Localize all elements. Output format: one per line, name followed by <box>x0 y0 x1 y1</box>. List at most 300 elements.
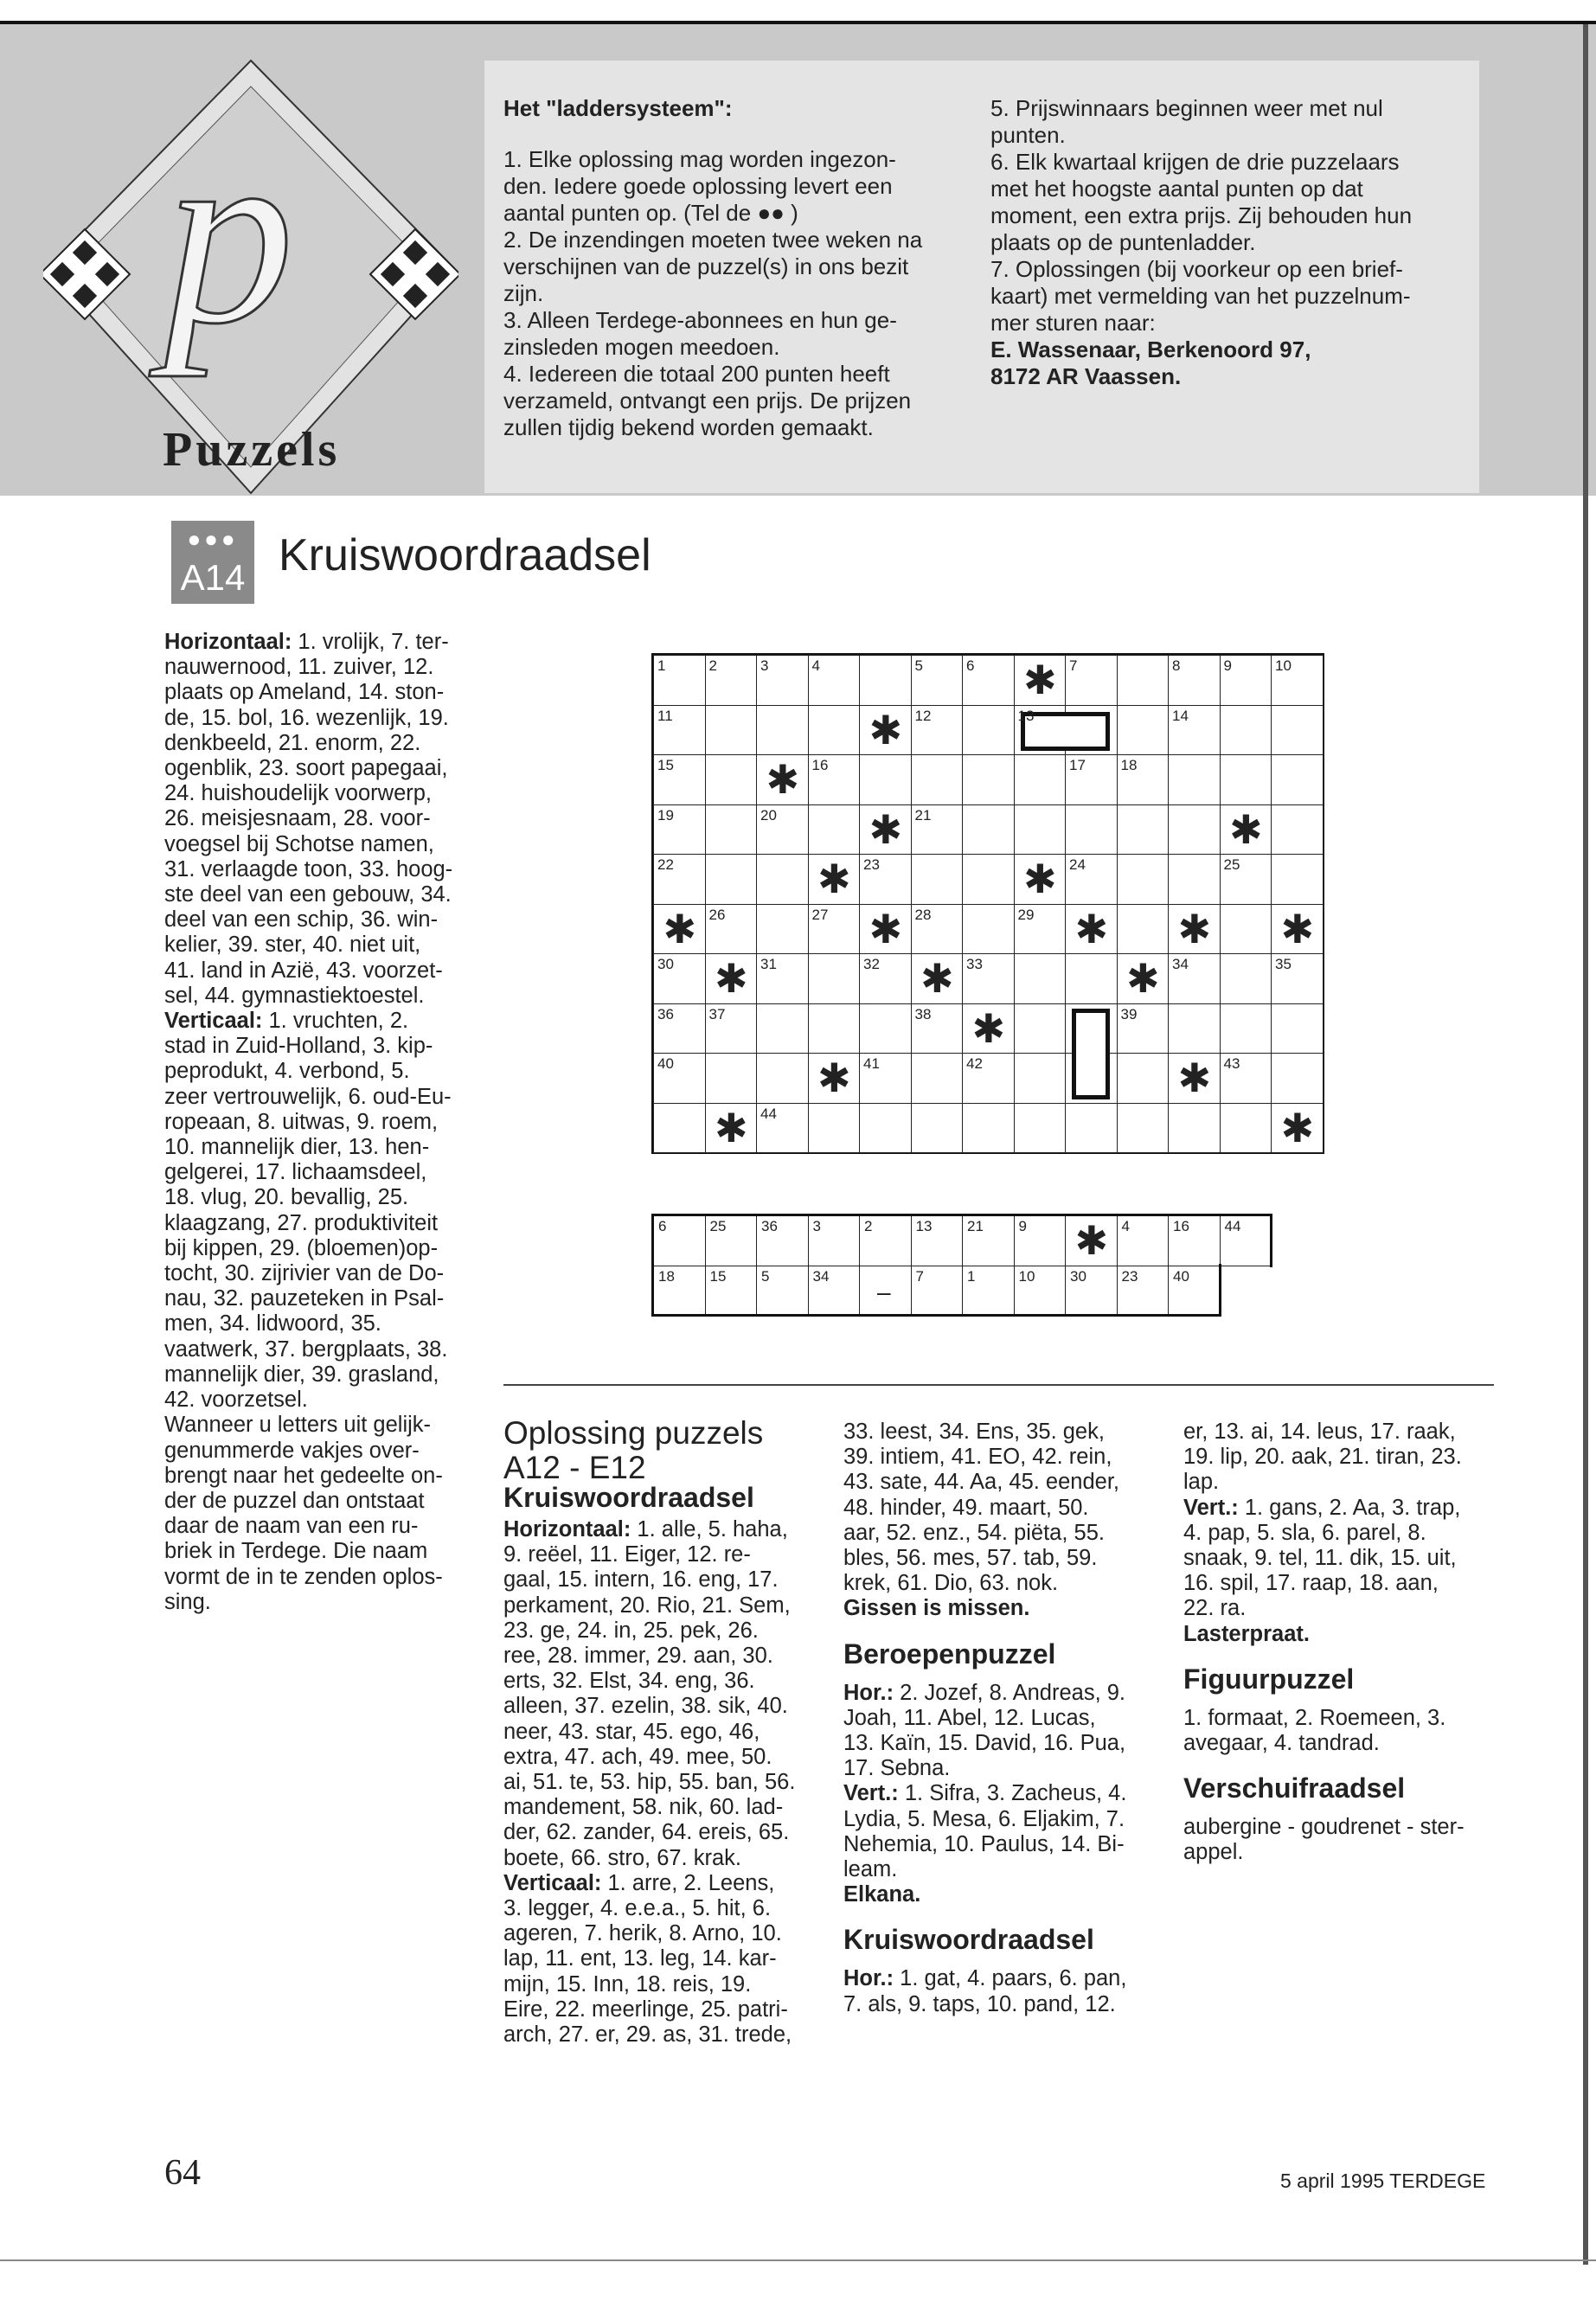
grid-cell[interactable] <box>1220 804 1272 856</box>
solution-line: Eire, 22. meerlinge, 25. patri- <box>503 1997 788 2022</box>
answer-number: 34 <box>812 1267 830 1285</box>
grid-cell[interactable] <box>1271 705 1324 756</box>
rules-line: aantal punten op. (Tel de ●● ) <box>503 200 798 226</box>
grid-cell[interactable] <box>756 1053 809 1104</box>
answer-number: 2 <box>864 1218 873 1234</box>
grid-cell[interactable] <box>1220 754 1272 805</box>
solution-answer-2: Elkana. <box>843 1882 921 1907</box>
clue-number: 40 <box>657 1055 674 1072</box>
clue-number: 29 <box>1017 906 1035 923</box>
clue-line: kelier, 39. ster, 40. niet uit, <box>164 933 421 958</box>
grid-cell[interactable] <box>1117 904 1170 955</box>
grid-cell[interactable] <box>705 854 758 905</box>
grid-cell[interactable] <box>1117 804 1170 856</box>
clue-line: 1. vrolijk, 7. ter- <box>292 630 449 654</box>
grid-cell[interactable] <box>911 1053 964 1104</box>
grid-cell[interactable] <box>808 1103 861 1154</box>
grid-cell[interactable] <box>911 754 964 805</box>
grid-cell[interactable] <box>911 1103 964 1154</box>
grid-cell[interactable] <box>756 705 809 756</box>
grid-cell[interactable] <box>859 754 912 805</box>
grid-cell[interactable] <box>808 953 861 1004</box>
rules-line: 7. Oplossingen (bij voorkeur op een brief- <box>990 256 1403 282</box>
grid-cell[interactable] <box>705 804 758 856</box>
note-line: daar de naam van een ru- <box>164 1514 419 1539</box>
answer-cell[interactable] <box>653 1215 706 1266</box>
difficulty-dots: ●●● <box>187 526 239 552</box>
solution-line: 48. hinder, 49. maart, 50. <box>843 1495 1089 1520</box>
clue-number: 22 <box>657 856 674 873</box>
grid-cell[interactable] <box>1168 1053 1221 1104</box>
logo-word: Puzzels <box>163 423 341 477</box>
solutions-column-1 <box>503 1481 806 2048</box>
clue-line: bij kippen, 29. (bloemen)op- <box>164 1235 439 1260</box>
solution-line: avegaar, 4. tandrad. <box>1183 1731 1380 1756</box>
black-square-star-icon: ✱ <box>817 856 851 902</box>
grid-cell[interactable] <box>859 655 912 706</box>
grid-cell[interactable] <box>808 1053 861 1104</box>
solution-hor-label: Horizontaal: <box>503 1517 631 1541</box>
solutions-heading <box>503 1416 763 1485</box>
rules-list-2 <box>990 95 1475 336</box>
clue-line: 31. verlaagde toon, 33. hoog- <box>164 856 453 881</box>
grid-cell[interactable] <box>962 705 1015 756</box>
answer-number: 16 <box>1173 1218 1189 1234</box>
grid-cell[interactable] <box>962 804 1015 856</box>
solution-line: boete, 66. stro, 67. krak. <box>503 1845 741 1870</box>
clue-number: 28 <box>914 906 932 923</box>
grid-cell[interactable] <box>1014 804 1067 856</box>
solution-line: 1. gat, 4. paars, 6. pan, <box>894 1966 1127 1991</box>
clue-number: 14 <box>1172 707 1189 724</box>
answer-cell[interactable] <box>1014 1266 1067 1317</box>
black-square-star-icon: ✱ <box>714 955 748 1002</box>
grid-cell[interactable] <box>1271 754 1324 805</box>
grid-cell[interactable] <box>1014 754 1067 805</box>
grid-cell[interactable] <box>653 904 706 955</box>
note-line: Wanneer u letters uit gelijk- <box>164 1413 432 1438</box>
solution-line: ageren, 7. herik, 8. Arno, 10. <box>503 1921 782 1946</box>
grid-cell[interactable] <box>911 953 964 1004</box>
grid-cell[interactable] <box>1220 705 1272 756</box>
rules-line: 4. Iedereen die totaal 200 punten heeft <box>503 361 890 387</box>
clue-number: 9 <box>1223 657 1232 674</box>
grid-cell[interactable] <box>705 953 758 1004</box>
answer-number: 1 <box>967 1267 976 1285</box>
solution-line: appel. <box>1183 1840 1244 1865</box>
grid-cell[interactable] <box>756 854 809 905</box>
horizontal-label: Horizontaal: <box>164 630 292 654</box>
clue-number: 33 <box>966 956 983 972</box>
clue-line: tocht, 30. zijrivier van de Do- <box>164 1261 445 1286</box>
rules-line: 2. De inzendingen moeten twee weken na <box>503 227 923 253</box>
grid-cell[interactable] <box>1014 1003 1067 1054</box>
grid-cell[interactable] <box>1271 1053 1324 1104</box>
clue-number: 4 <box>811 657 820 674</box>
black-square-star-icon: ✱ <box>1125 955 1160 1002</box>
grid-cell[interactable] <box>1168 1103 1221 1154</box>
puzzle-code: A14 <box>180 557 246 598</box>
grid-cell[interactable] <box>859 705 912 756</box>
solution-line: Lydia, 5. Mesa, 6. Eljakim, 7. <box>843 1806 1125 1831</box>
answer-number: 21 <box>967 1218 984 1234</box>
solution-line: 4. pap, 5. sla, 6. parel, 8. <box>1183 1520 1426 1545</box>
clue-line: 18. vlug, 20. bevallig, 25. <box>164 1185 409 1210</box>
grid-cell[interactable] <box>808 1003 861 1054</box>
grid-cell[interactable] <box>962 904 1015 955</box>
grid-cell[interactable] <box>1271 804 1324 856</box>
solution-line: Nehemia, 10. Paulus, 14. Bi- <box>843 1831 1125 1856</box>
section-title-beroepen: Beroepenpuzzel <box>843 1638 1056 1670</box>
answer-number: 7 <box>915 1267 924 1285</box>
rules-line: 5. Prijswinnaars beginnen weer met nul <box>990 95 1383 121</box>
clue-number: 39 <box>1120 1005 1138 1022</box>
solution-line: mijn, 15. Inn, 18. reis, 19. <box>503 1971 752 1997</box>
grid-cell[interactable] <box>705 1053 758 1104</box>
address-line-1: E. Wassenaar, Berkenoord 97, <box>990 336 1311 362</box>
clue-line: vaatwerk, 37. bergplaats, 38. <box>164 1336 448 1362</box>
grid-cell[interactable] <box>911 854 964 905</box>
clue-line: 26. meisjesnaam, 28. voor- <box>164 806 431 831</box>
rules-line: 6. Elk kwartaal krijgen de drie puzzelaars <box>990 149 1400 175</box>
clue-number: 34 <box>1172 956 1189 972</box>
answer-cell[interactable] <box>1117 1215 1170 1266</box>
answer-cell[interactable] <box>859 1215 912 1266</box>
answer-cell[interactable] <box>1065 1266 1118 1317</box>
grid-cell[interactable] <box>756 1003 809 1054</box>
answer-number: 13 <box>915 1218 933 1234</box>
grid-cell[interactable] <box>1117 1103 1170 1154</box>
answer-number: 9 <box>1018 1218 1027 1234</box>
grid-cell[interactable] <box>1220 953 1272 1004</box>
rules-line: zullen tijdig bekend worden gemaakt. <box>503 414 874 440</box>
clue-line: mannelijk dier, 39. grasland, <box>164 1362 439 1387</box>
clue-number: 11 <box>657 707 673 724</box>
grid-cell[interactable] <box>1117 705 1170 756</box>
black-square-star-icon: ✱ <box>1280 1104 1315 1151</box>
grid-cell[interactable] <box>859 1103 912 1154</box>
rules-line: verschijnen van de puzzel(s) in ons bezit <box>503 253 909 279</box>
solution-line: 1. arre, 2. Leens, <box>601 1870 775 1895</box>
grid-cell[interactable] <box>859 1003 912 1054</box>
solution-line: 16. spil, 17. raap, 18. aan, <box>1183 1571 1439 1596</box>
clue-number: 27 <box>811 906 829 923</box>
clue-number: 42 <box>966 1055 983 1072</box>
clue-number: 12 <box>914 707 932 724</box>
difficulty-badge <box>171 521 254 604</box>
black-square-star-icon: ✱ <box>817 1054 851 1101</box>
rules-line: met het hoogste aantal punten op dat <box>990 176 1363 202</box>
solution-line: 39. intiem, 41. EO, 42. rein, <box>843 1445 1112 1470</box>
solution-line: 22. ra. <box>1183 1596 1247 1621</box>
solution-line: ai, 51. te, 53. hip, 55. ban, 56. <box>503 1770 796 1795</box>
answer-cell[interactable] <box>808 1266 861 1317</box>
section-title-figuur: Figuurpuzzel <box>1183 1663 1355 1695</box>
clue-number: 26 <box>708 906 726 923</box>
answer-cell[interactable] <box>1168 1215 1221 1266</box>
black-square-star-icon: ✱ <box>1228 805 1263 853</box>
clue-number: 35 <box>1275 956 1292 972</box>
note-line: brengt naar het gedeelte on- <box>164 1463 443 1488</box>
solution-line: aar, 52. enz., 54. piëta, 55. <box>843 1520 1105 1545</box>
solution-vert-label: Verticaal: <box>503 1870 602 1895</box>
clue-line: de, 15. bol, 16. wezenlijk, 19. <box>164 705 449 730</box>
clue-line: 10. mannelijk dier, 13. hen- <box>164 1135 430 1160</box>
black-square-star-icon: ✱ <box>1177 1054 1212 1101</box>
address-line-2: 8172 AR Vaassen. <box>990 363 1182 389</box>
grid-cell[interactable] <box>808 705 861 756</box>
rules-line: punten. <box>990 122 1066 148</box>
grid-cell[interactable] <box>1065 1103 1118 1154</box>
grid-cell[interactable] <box>962 854 1015 905</box>
black-square-star-icon: ✱ <box>869 706 903 753</box>
grid-cell[interactable] <box>705 705 758 756</box>
clue-line: nau, 32. pauzeteken in Psal- <box>164 1286 445 1311</box>
solution-line: 1. alle, 5. haha, <box>631 1517 788 1541</box>
solution-line: krek, 61. Dio, 63. nok. <box>843 1571 1059 1596</box>
solution-line: alleen, 37. ezelin, 38. sik, 40. <box>503 1694 788 1719</box>
rules-line: verzameld, ontvangt een prijs. De prijzen <box>503 388 912 413</box>
solution-line: bles, 56. mes, 57. tab, 59. <box>843 1546 1098 1571</box>
answer-cell[interactable] <box>1168 1266 1221 1317</box>
solutions-column-2 <box>843 1420 1138 2017</box>
grid-cell[interactable] <box>1014 1103 1067 1154</box>
black-square-star-icon: ✱ <box>869 805 903 853</box>
grid-cell[interactable] <box>1065 953 1118 1004</box>
grid-cell[interactable] <box>1168 904 1221 955</box>
answer-number: 44 <box>1224 1218 1241 1234</box>
clue-line: 42. voorzetsel. <box>164 1388 308 1413</box>
grid-cell[interactable] <box>1271 1003 1324 1054</box>
solution-line: 3. legger, 4. e.e.a., 5. hit, 6. <box>503 1896 772 1921</box>
grid-cell[interactable] <box>1220 904 1272 955</box>
page-number: 64 <box>164 2153 201 2193</box>
section-divider <box>503 1384 1494 1386</box>
solution-line: snaak, 9. tel, 11. dik, 15. uit, <box>1183 1546 1457 1571</box>
grid-cell[interactable] <box>1220 1003 1272 1054</box>
grid-cell[interactable] <box>1117 655 1170 706</box>
logo-letter: p <box>164 90 294 377</box>
grid-cell[interactable] <box>756 904 809 955</box>
solution-line: 9. reëel, 11. Eiger, 12. re- <box>503 1542 751 1567</box>
grid-cell[interactable] <box>1220 1103 1272 1154</box>
black-square-star-icon: ✱ <box>869 905 903 952</box>
vertical-clues <box>164 1009 463 1413</box>
rules-column-2 <box>990 95 1475 390</box>
solution-line: erts, 32. Elst, 34. eng, 36. <box>503 1669 755 1694</box>
solution-line: der, 62. zander, 64. ereis, 65. <box>503 1820 790 1845</box>
dash-mark: – <box>877 1278 891 1305</box>
solution-line: lap, 11. ent, 13. leg, 14. kar- <box>503 1946 777 1971</box>
clue-line: zeer vertrouwelijk, 6. oud-Eu- <box>164 1084 452 1109</box>
grid-cell[interactable] <box>859 804 912 856</box>
clue-number: 24 <box>1069 856 1086 873</box>
grid-cell[interactable] <box>1014 953 1067 1004</box>
answer-cell[interactable] <box>1220 1215 1272 1266</box>
answer-cell[interactable] <box>808 1215 861 1266</box>
solution-line: er, 13. ai, 14. leus, 17. raak, <box>1183 1420 1456 1444</box>
black-square-star-icon: ✱ <box>663 905 697 952</box>
clue-number: 7 <box>1069 657 1078 674</box>
clue-line: ste deel van een gebouw, 34. <box>164 882 452 907</box>
black-square-star-icon: ✱ <box>971 1004 1006 1052</box>
solution-answer-1: Gissen is missen. <box>843 1596 1030 1621</box>
grid-cell[interactable] <box>705 754 758 805</box>
clue-number: 36 <box>657 1005 674 1022</box>
clue-number: 13 <box>1017 707 1035 724</box>
clue-line: peprodukt, 4. verbond, 5. <box>164 1059 410 1084</box>
black-square-star-icon: ✱ <box>1022 856 1057 902</box>
answer-number: 36 <box>761 1218 778 1234</box>
section-title-kruiswoord: Kruiswoordraadsel <box>503 1482 754 1513</box>
grid-cell[interactable] <box>1065 904 1118 955</box>
answer-cell[interactable] <box>859 1266 912 1317</box>
solution-line: leam. <box>843 1857 898 1882</box>
clue-number: 3 <box>760 657 769 674</box>
grid-cell[interactable] <box>1117 854 1170 905</box>
answer-cell[interactable] <box>911 1266 964 1317</box>
answer-cell[interactable] <box>1014 1215 1067 1266</box>
answer-cell[interactable] <box>705 1266 758 1317</box>
solution-answer-3: Lasterpraat. <box>1183 1621 1310 1646</box>
grid-cell[interactable] <box>1014 854 1067 905</box>
solution-line: 1. formaat, 2. Roemeen, 3. <box>1183 1705 1446 1730</box>
clue-number: 25 <box>1223 856 1240 873</box>
clue-number: 15 <box>657 757 674 773</box>
clue-number: 10 <box>1275 657 1292 674</box>
clue-number: 44 <box>760 1105 777 1122</box>
clue-line: 41. land in Azië, 43. voorzet- <box>164 958 443 983</box>
answer-number: 15 <box>709 1267 727 1285</box>
grid-cell[interactable] <box>808 854 861 905</box>
clue-line: denkbeeld, 21. enorm, 22. <box>164 730 421 755</box>
answer-cell[interactable] <box>962 1215 1015 1266</box>
answer-cell[interactable] <box>756 1215 809 1266</box>
grid-cell[interactable] <box>653 1103 706 1154</box>
grid-cell[interactable] <box>962 1003 1015 1054</box>
note-line: sing. <box>164 1589 211 1614</box>
rules-column-1 <box>503 95 971 441</box>
answer-cell[interactable] <box>962 1266 1015 1317</box>
grid-cell[interactable] <box>1271 1103 1324 1154</box>
black-square-star-icon: ✱ <box>1177 905 1212 952</box>
clue-number: 6 <box>966 657 975 674</box>
clue-number: 38 <box>914 1005 932 1022</box>
bottom-rule <box>0 2259 1596 2261</box>
grid-cell[interactable] <box>1168 854 1221 905</box>
solution-line: mandement, 58. nik, 60. lad- <box>503 1795 784 1820</box>
answer-number: 30 <box>1070 1267 1086 1285</box>
black-square-star-icon: ✱ <box>1280 905 1315 952</box>
solution-line: 43. sate, 44. Aa, 45. eender, <box>843 1470 1119 1495</box>
rules-line: 3. Alleen Terdege-abonnees en hun ge- <box>503 307 897 333</box>
clue-number: 17 <box>1069 757 1086 773</box>
solutions-heading-line-2: A12 - E12 <box>503 1450 646 1485</box>
rules-line: zinsleden mogen meedoen. <box>503 334 780 360</box>
grid-cell[interactable] <box>1117 1053 1170 1104</box>
rules-line: moment, een extra prijs. Zij behouden hun <box>990 202 1413 228</box>
clue-line: klaagzang, 27. produktiviteit <box>164 1210 439 1235</box>
answer-number: 18 <box>658 1267 675 1285</box>
puzzels-logo <box>43 52 458 502</box>
grid-cell[interactable] <box>1117 953 1170 1004</box>
grid-cell[interactable] <box>962 754 1015 805</box>
grid-cell[interactable] <box>1014 1053 1067 1104</box>
solution-line: ree, 28. immer, 29. aan, 30. <box>503 1644 773 1669</box>
clue-number: 41 <box>863 1055 880 1072</box>
horizontal-clues <box>164 630 463 1009</box>
clue-number: 1 <box>657 657 666 674</box>
solutions-heading-line-1: Oplossing puzzels <box>503 1415 764 1451</box>
page-edge <box>1583 24 1588 2265</box>
clue-number: 37 <box>708 1005 726 1022</box>
rules-line: zijn. <box>503 280 544 306</box>
solution-line: perkament, 20. Rio, 21. Sem, <box>503 1593 791 1618</box>
solution-line: lap. <box>1183 1470 1220 1495</box>
grid-cell[interactable] <box>1168 1003 1221 1054</box>
clue-line: voegsel bij Schotse namen, <box>164 831 434 856</box>
grid-cell[interactable] <box>1271 904 1324 955</box>
solution-line: Joah, 11. Abel, 12. Lucas, <box>843 1705 1096 1730</box>
rules-line: kaart) met vermelding van het puzzelnum- <box>990 283 1411 309</box>
clue-number: 31 <box>760 956 777 972</box>
col3-vert-label: Vert.: <box>1183 1495 1239 1520</box>
solution-line: extra, 47. ach, 49. mee, 50. <box>503 1744 772 1769</box>
clue-number: 20 <box>760 806 777 824</box>
clue-number: 32 <box>863 956 880 972</box>
note-line: briek in Terdege. Die naam <box>164 1539 428 1564</box>
clue-line: stad in Zuid-Holland, 3. kip- <box>164 1034 433 1059</box>
answer-cell[interactable] <box>756 1266 809 1317</box>
rules-line: plaats op de puntenladder. <box>990 229 1256 255</box>
grid-cell[interactable] <box>1271 854 1324 905</box>
clue-number: 43 <box>1223 1055 1240 1072</box>
clue-line: 24. huishoudelijk voorwerp, <box>164 781 433 806</box>
grid-cell[interactable] <box>705 1103 758 1154</box>
grid-cell[interactable] <box>962 1103 1015 1154</box>
black-square-star-icon: ✱ <box>714 1104 748 1151</box>
grid-cell[interactable] <box>756 754 809 805</box>
solution-line: 1. gans, 2. Aa, 3. trap, <box>1238 1495 1461 1520</box>
answer-cell[interactable] <box>653 1266 706 1317</box>
answer-cell[interactable] <box>911 1215 964 1266</box>
solution-line: 19. lip, 20. aak, 21. tiran, 23. <box>1183 1445 1462 1470</box>
grid-cell[interactable] <box>859 904 912 955</box>
solution-line: 23. ge, 24. in, 25. pek, 26. <box>503 1618 759 1643</box>
answer-cell[interactable] <box>705 1215 758 1266</box>
grid-cell[interactable] <box>808 804 861 856</box>
clue-number: 21 <box>914 806 932 824</box>
answer-number: 23 <box>1121 1267 1138 1285</box>
solution-line: 7. als, 9. taps, 10. pand, 12. <box>843 1991 1116 2016</box>
clue-number: 19 <box>657 806 674 824</box>
solution-line: aubergine - goudrenet - ster- <box>1183 1815 1465 1840</box>
grid-cell[interactable] <box>1168 754 1221 805</box>
answer-number: 5 <box>761 1267 770 1285</box>
clue-number: 30 <box>657 956 674 972</box>
solution-line: 33. leest, 34. Ens, 35. gek, <box>843 1420 1105 1444</box>
answer-cell[interactable] <box>1117 1266 1170 1317</box>
clue-line: ogenblik, 23. soort papegaai, <box>164 756 448 781</box>
vertical-label: Verticaal: <box>164 1009 263 1034</box>
grid-cell[interactable] <box>1168 804 1221 856</box>
rules-line: 1. Elke oplossing mag worden ingezon- <box>503 146 896 172</box>
clue-line: 1. vruchten, 2. <box>262 1009 409 1034</box>
grid-cell[interactable] <box>1014 655 1067 706</box>
answer-cell[interactable] <box>1065 1215 1118 1266</box>
grid-cell[interactable] <box>1065 804 1118 856</box>
solutions-column-3 <box>1183 1420 1486 1866</box>
